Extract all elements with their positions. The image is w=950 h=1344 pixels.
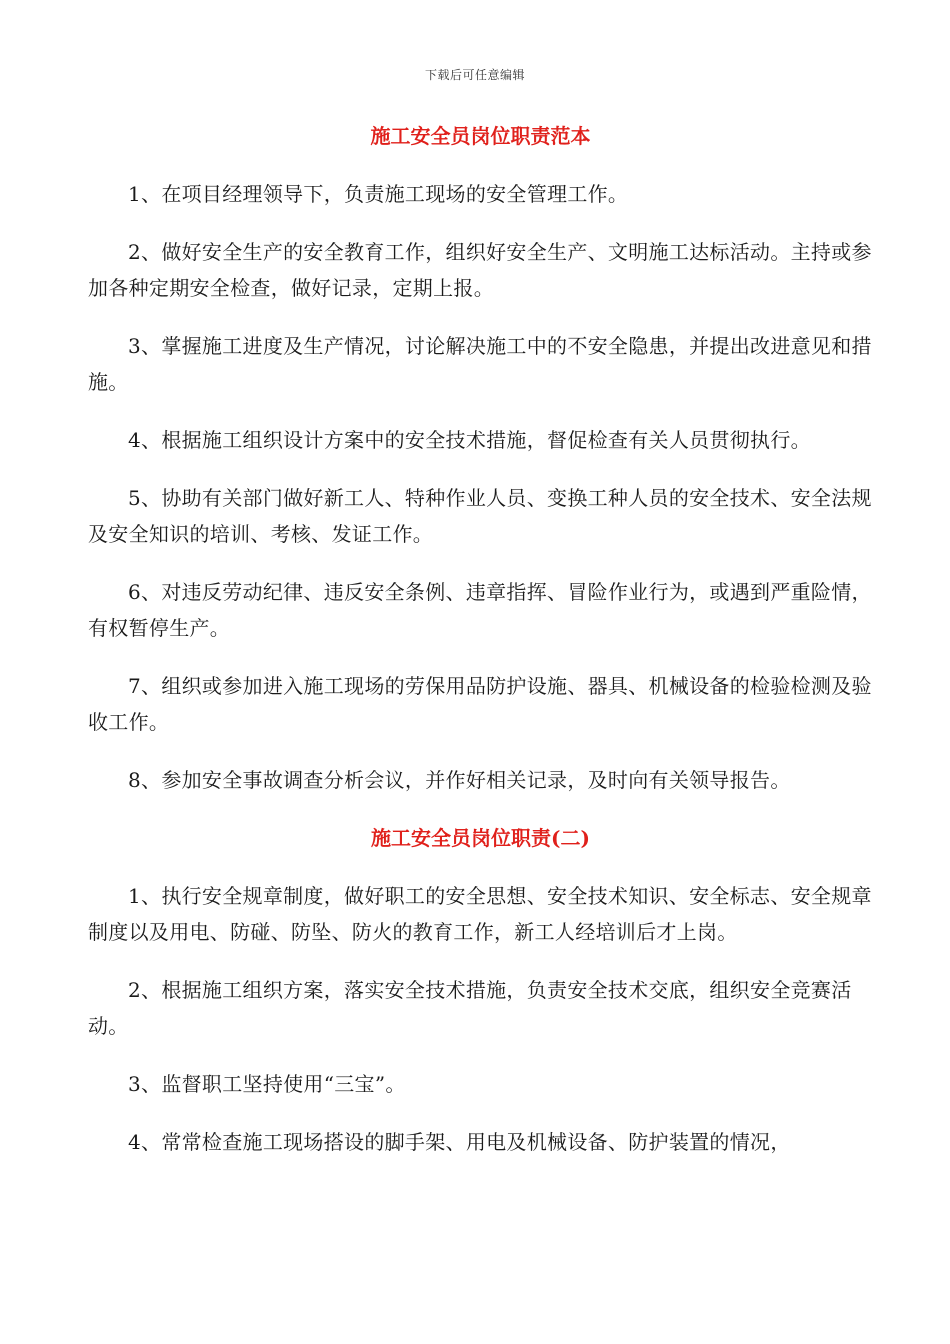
header-note: 下载后可任意编辑 [424,68,525,82]
section-1-item-8: 8、参加安全事故调查分析会议，并作好相关记录，及时向有关领导报告。 [128,768,791,792]
section-1-item-7: 7、组织或参加进入施工现场的劳保用品防护设施、器具、机械设备的检验检测及验收工作。 [88,674,872,734]
section-2-item-2: 2、根据施工组织方案，落实安全技术措施，负责安全技术交底，组织安全竞赛活动。 [88,978,852,1038]
document-body [88,118,873,1160]
section-1-item-4: 4、根据施工组织设计方案中的安全技术措施，督促检查有关人员贯彻执行。 [128,428,811,452]
section-2-title: 施工安全员岗位职责(二) [371,826,590,850]
section-1-item-6: 6、对违反劳动纪律、违反安全条例、违章指挥、冒险作业行为，或遇到严重险情，有权暂停生产。 [88,580,872,640]
section-1-item-3: 3、掌握施工进度及生产情况，讨论解决施工中的不安全隐患，并提出改进意见和措施。 [88,334,872,394]
section-1-item-2: 2、做好安全生产的安全教育工作，组织好安全生产、文明施工达标活动。主持或参加各种定期安全检查，做好记录，定期上报。 [88,240,872,300]
section-2-item-4: 4、常常检查施工现场搭设的脚手架、用电及机械设备、防护装置的情况， [128,1130,791,1154]
section-1-item-5: 5、协助有关部门做好新工人、特种作业人员、变换工种人员的安全技术、安全法规及安全知识的培训、考核、发证工作。 [88,486,872,546]
section-2-item-3: 3、监督职工坚持使用“三宝”。 [128,1072,406,1096]
section-1-item-1: 1、在项目经理领导下，负责施工现场的安全管理工作。 [128,182,629,206]
section-2-item-1: 1、执行安全规章制度，做好职工的安全思想、安全技术知识、安全标志、安全规章制度以及用电、防碰、防坠、防火的教育工作，新工人经培训后才上岗。 [88,884,872,944]
section-1-title: 施工安全员岗位职责范本 [370,124,591,148]
